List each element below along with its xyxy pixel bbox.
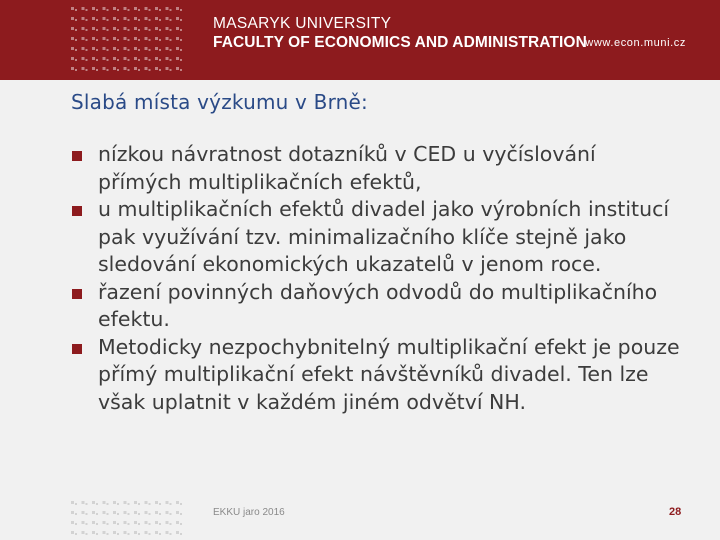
square-bullet-icon bbox=[72, 344, 82, 354]
pattern-dot bbox=[176, 57, 182, 61]
pattern-dot bbox=[82, 17, 88, 21]
bullet-item bbox=[72, 279, 682, 334]
pattern-dot bbox=[145, 47, 151, 51]
pattern-dot bbox=[166, 67, 172, 71]
pattern-dot bbox=[71, 27, 77, 31]
pattern-dot bbox=[134, 67, 140, 71]
pattern-dot bbox=[113, 511, 119, 515]
university-name: MASARYK UNIVERSITY bbox=[213, 15, 392, 32]
pattern-dot bbox=[176, 501, 182, 505]
pattern-dot bbox=[92, 27, 98, 31]
pattern-dot bbox=[145, 17, 151, 21]
footer-text: EKKU jaro 2016 bbox=[213, 507, 285, 518]
pattern-dot bbox=[145, 57, 151, 61]
pattern-dot bbox=[176, 7, 182, 11]
pattern-dot bbox=[155, 27, 161, 31]
pattern-dot bbox=[176, 17, 182, 21]
pattern-dot bbox=[166, 521, 172, 525]
footer-pattern-icon bbox=[68, 498, 186, 540]
square-bullet-icon bbox=[72, 289, 82, 299]
slide-title: Slabá místa výzkumu v Brně: bbox=[71, 90, 368, 114]
pattern-dot bbox=[71, 57, 77, 61]
pattern-dot bbox=[134, 17, 140, 21]
pattern-dot bbox=[155, 17, 161, 21]
pattern-dot bbox=[113, 37, 119, 41]
pattern-dot bbox=[92, 57, 98, 61]
pattern-dot bbox=[145, 27, 151, 31]
pattern-dot bbox=[124, 47, 130, 51]
pattern-dot bbox=[166, 57, 172, 61]
pattern-dot bbox=[71, 501, 77, 505]
pattern-dot bbox=[71, 511, 77, 515]
pattern-dot bbox=[113, 7, 119, 11]
pattern-dot bbox=[113, 501, 119, 505]
pattern-dot bbox=[176, 37, 182, 41]
pattern-dot bbox=[103, 511, 109, 515]
pattern-dot bbox=[71, 47, 77, 51]
pattern-dot bbox=[134, 57, 140, 61]
pattern-dot bbox=[166, 47, 172, 51]
pattern-dot bbox=[155, 37, 161, 41]
pattern-dot bbox=[155, 511, 161, 515]
bullet-item bbox=[72, 196, 682, 279]
pattern-dot bbox=[82, 511, 88, 515]
pattern-dot bbox=[134, 521, 140, 525]
bullet-text: Metodicky nezpochybnitelný multiplikační efekt je pouze přímý multiplikační efekt návštěvníků divadel. Ten lze však uplatnit v každém jiném odvětví NH. bbox=[98, 334, 680, 414]
pattern-dot bbox=[113, 17, 119, 21]
bullet-item bbox=[72, 334, 682, 417]
bullet-item bbox=[72, 141, 682, 196]
pattern-dot bbox=[155, 501, 161, 505]
pattern-dot bbox=[71, 7, 77, 11]
pattern-dot bbox=[82, 531, 88, 535]
pattern-dot bbox=[155, 531, 161, 535]
bullet-text: nízkou návratnost dotazníků v CED u vyčíslování přímých multiplikačních efektů, bbox=[98, 142, 596, 194]
pattern-dot bbox=[103, 57, 109, 61]
pattern-dot bbox=[176, 521, 182, 525]
pattern-dot bbox=[82, 521, 88, 525]
pattern-dot bbox=[145, 37, 151, 41]
pattern-dot bbox=[82, 47, 88, 51]
pattern-dot bbox=[103, 501, 109, 505]
pattern-dot bbox=[155, 67, 161, 71]
bullet-list bbox=[72, 141, 682, 416]
pattern-dot bbox=[113, 47, 119, 51]
pattern-dot bbox=[103, 521, 109, 525]
pattern-dot bbox=[134, 501, 140, 505]
pattern-dot bbox=[92, 47, 98, 51]
pattern-dot bbox=[113, 57, 119, 61]
pattern-dot bbox=[134, 511, 140, 515]
square-bullet-icon bbox=[72, 206, 82, 216]
faculty-name: FACULTY OF ECONOMICS AND ADMINISTRATION bbox=[213, 34, 587, 51]
bullet-text: řazení povinných daňových odvodů do multiplikačního efektu. bbox=[98, 279, 658, 331]
pattern-dot bbox=[176, 67, 182, 71]
pattern-dot bbox=[145, 7, 151, 11]
pattern-dot bbox=[124, 57, 130, 61]
pattern-dot bbox=[166, 501, 172, 505]
pattern-dot bbox=[124, 37, 130, 41]
pattern-dot bbox=[71, 17, 77, 21]
page-number: 28 bbox=[669, 506, 682, 518]
pattern-dot bbox=[134, 7, 140, 11]
pattern-dot bbox=[103, 67, 109, 71]
pattern-dot bbox=[155, 47, 161, 51]
pattern-dot bbox=[103, 47, 109, 51]
pattern-dot bbox=[166, 17, 172, 21]
pattern-dot bbox=[176, 47, 182, 51]
pattern-dot bbox=[82, 67, 88, 71]
pattern-dot bbox=[113, 531, 119, 535]
pattern-dot bbox=[92, 67, 98, 71]
pattern-dot bbox=[155, 57, 161, 61]
university-logo-pattern-icon bbox=[68, 4, 186, 76]
pattern-dot bbox=[103, 27, 109, 31]
pattern-dot bbox=[134, 27, 140, 31]
pattern-dot bbox=[82, 501, 88, 505]
pattern-dot bbox=[92, 7, 98, 11]
pattern-dot bbox=[124, 511, 130, 515]
pattern-dot bbox=[82, 57, 88, 61]
pattern-dot bbox=[124, 7, 130, 11]
pattern-dot bbox=[134, 47, 140, 51]
pattern-dot bbox=[103, 531, 109, 535]
pattern-dot bbox=[124, 17, 130, 21]
pattern-dot bbox=[145, 531, 151, 535]
pattern-dot bbox=[145, 501, 151, 505]
bullet-text: u multiplikačních efektů divadel jako výrobních institucí pak využívání tzv. minimalizačního klíče stejně jako sledování ekonomických ukazatelů v jenom roce. bbox=[98, 197, 670, 276]
pattern-dot bbox=[82, 37, 88, 41]
pattern-dot bbox=[92, 17, 98, 21]
pattern-dot bbox=[113, 67, 119, 71]
pattern-dot bbox=[155, 521, 161, 525]
pattern-dot bbox=[145, 67, 151, 71]
pattern-dot bbox=[92, 501, 98, 505]
pattern-dot bbox=[145, 511, 151, 515]
pattern-dot bbox=[82, 7, 88, 11]
pattern-dot bbox=[92, 511, 98, 515]
pattern-dot bbox=[103, 17, 109, 21]
pattern-dot bbox=[71, 67, 77, 71]
pattern-dot bbox=[113, 521, 119, 525]
pattern-dot bbox=[166, 511, 172, 515]
pattern-dot bbox=[71, 531, 77, 535]
pattern-dot bbox=[71, 521, 77, 525]
square-bullet-icon bbox=[72, 151, 82, 161]
pattern-dot bbox=[92, 531, 98, 535]
pattern-dot bbox=[124, 531, 130, 535]
pattern-dot bbox=[166, 27, 172, 31]
website-url: www.econ.muni.cz bbox=[585, 37, 686, 49]
pattern-dot bbox=[166, 531, 172, 535]
pattern-dot bbox=[134, 37, 140, 41]
pattern-dot bbox=[82, 27, 88, 31]
pattern-dot bbox=[124, 27, 130, 31]
pattern-dot bbox=[92, 37, 98, 41]
pattern-dot bbox=[124, 521, 130, 525]
pattern-dot bbox=[124, 501, 130, 505]
pattern-dot bbox=[71, 37, 77, 41]
pattern-dot bbox=[113, 27, 119, 31]
header-banner bbox=[0, 0, 720, 80]
pattern-dot bbox=[103, 37, 109, 41]
pattern-dot bbox=[124, 67, 130, 71]
pattern-dot bbox=[92, 521, 98, 525]
pattern-dot bbox=[176, 27, 182, 31]
pattern-dot bbox=[145, 521, 151, 525]
pattern-dot bbox=[176, 531, 182, 535]
pattern-dot bbox=[166, 37, 172, 41]
pattern-dot bbox=[166, 7, 172, 11]
pattern-dot bbox=[134, 531, 140, 535]
pattern-dot bbox=[103, 7, 109, 11]
pattern-dot bbox=[176, 511, 182, 515]
pattern-dot bbox=[155, 7, 161, 11]
